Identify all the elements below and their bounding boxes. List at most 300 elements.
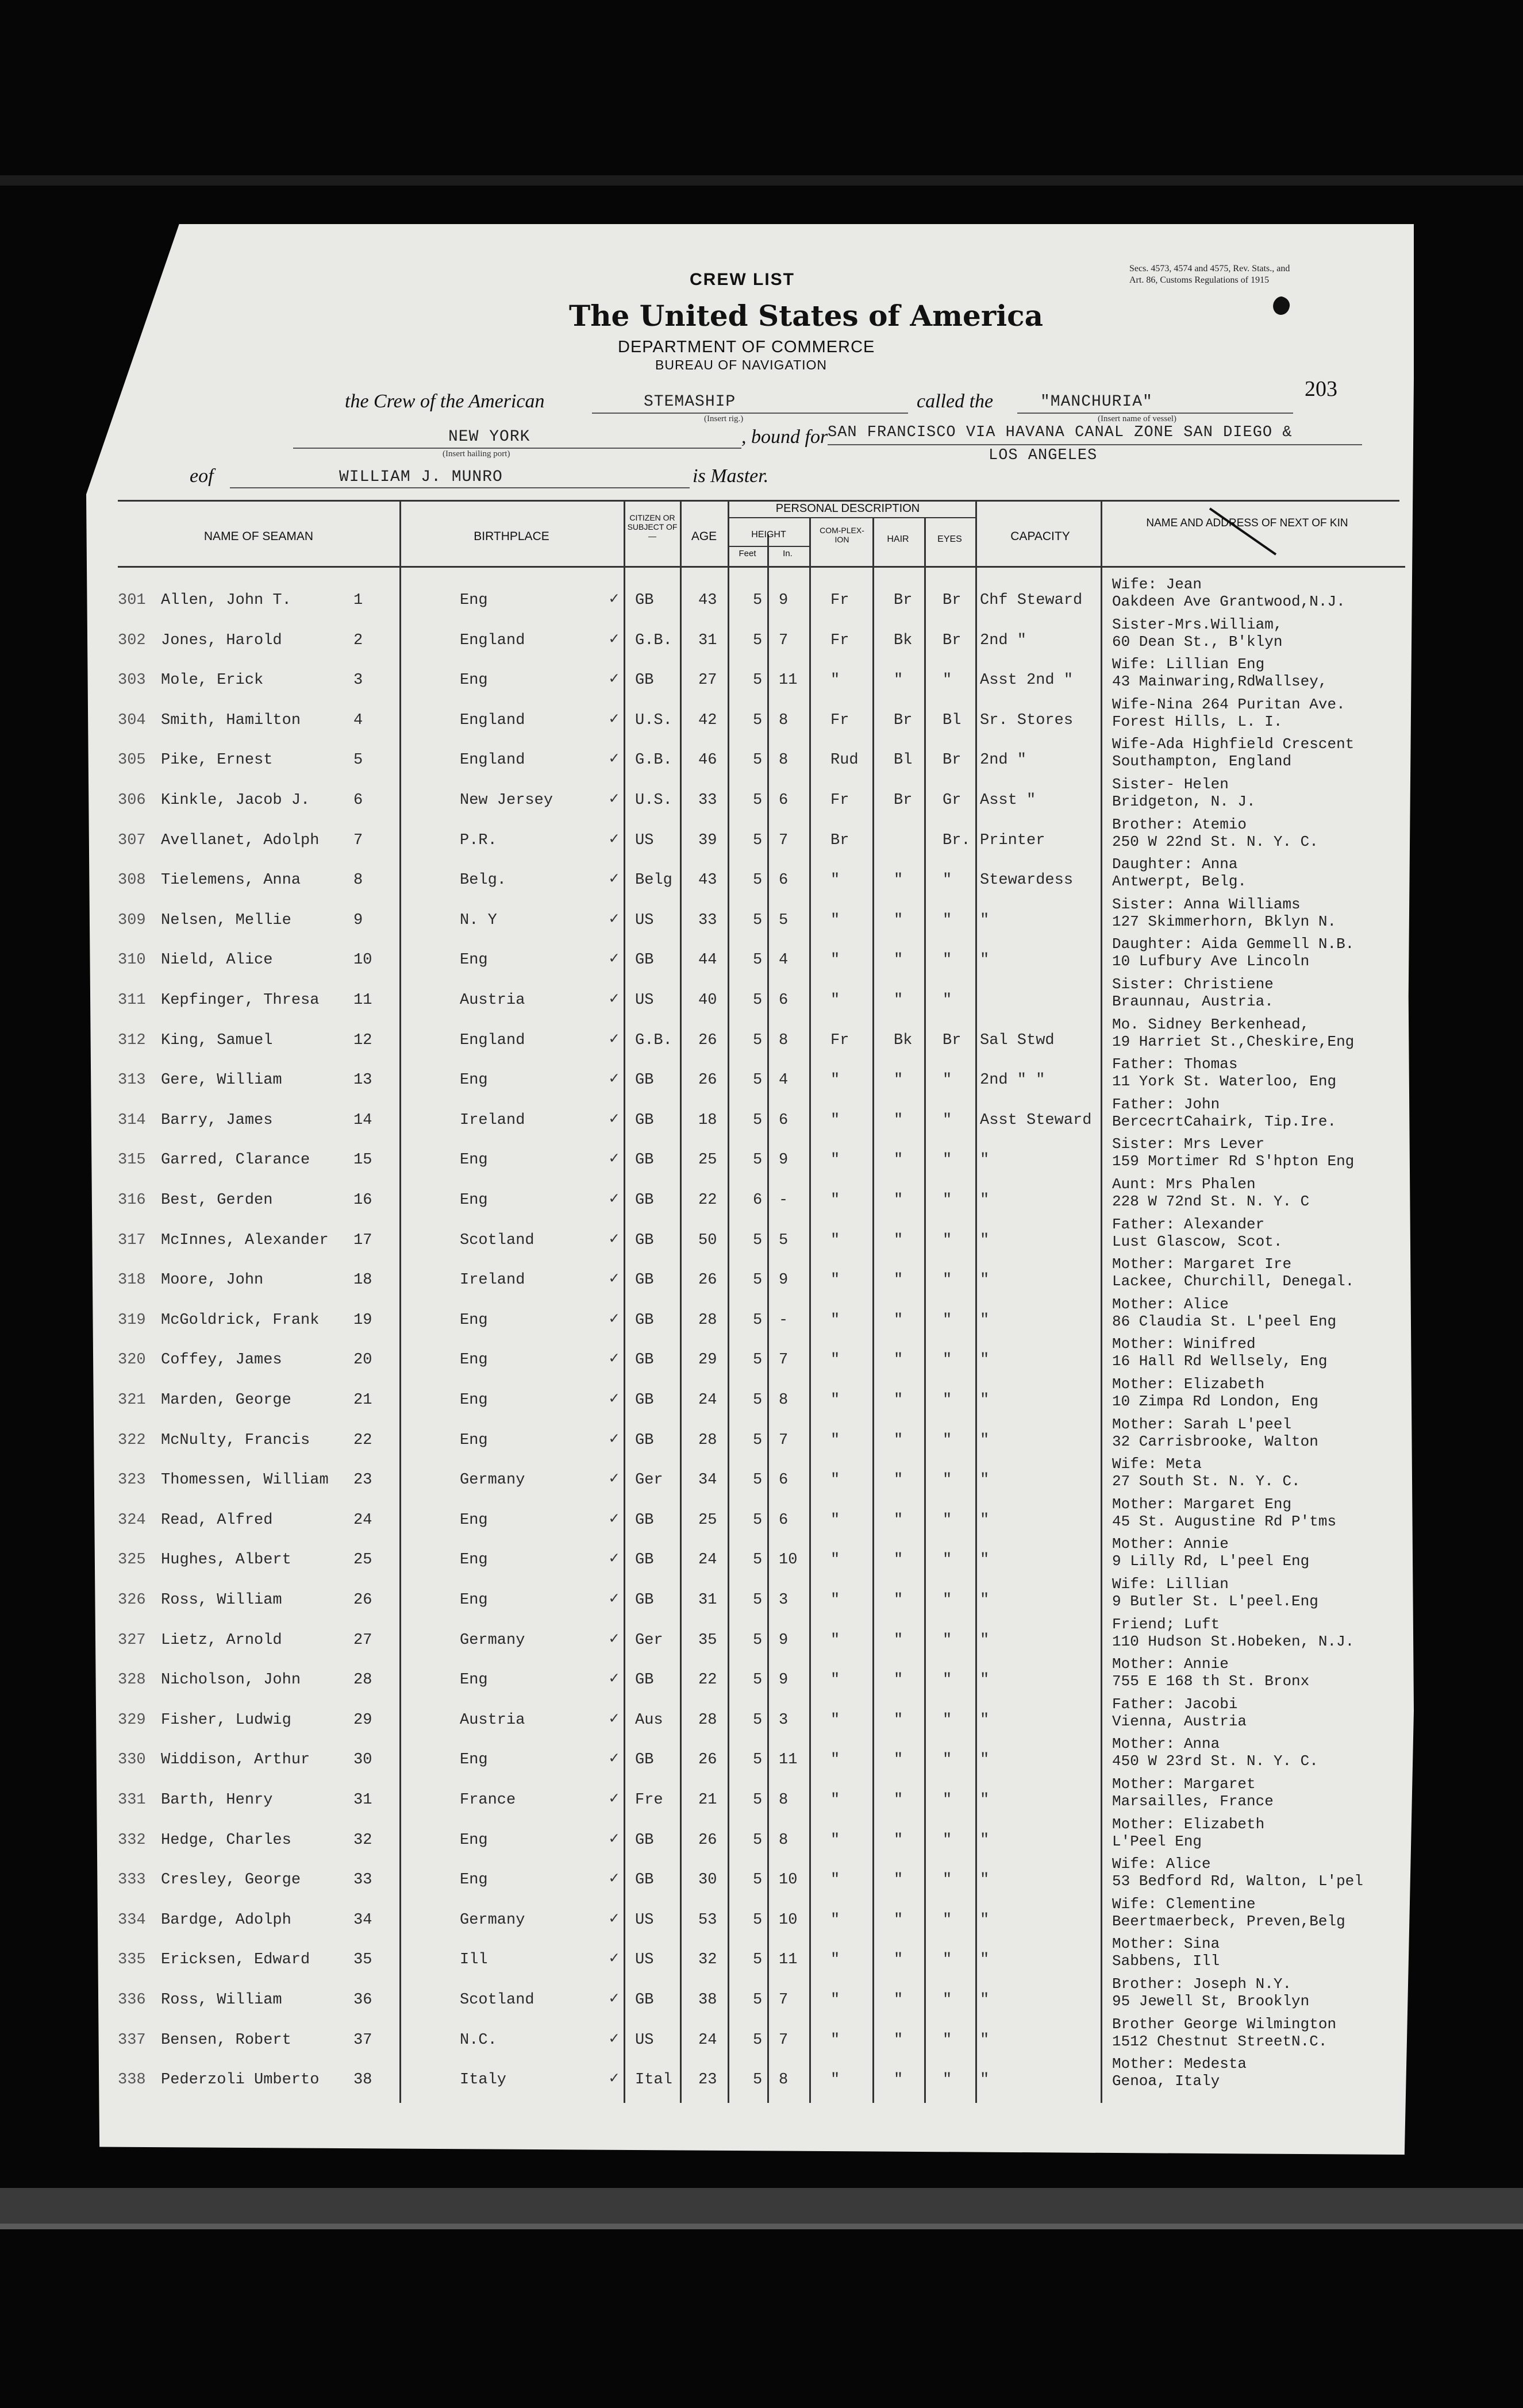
citizenship: GB	[635, 1351, 654, 1369]
age: 33	[698, 911, 717, 929]
complexion: "	[830, 1592, 840, 1609]
hair: "	[894, 1751, 903, 1769]
called-the-label: called the	[917, 391, 994, 412]
table-row	[0, 1415, 1523, 1455]
seaman-name: Smith, Hamilton	[161, 711, 301, 729]
next-of-kin-address: 19 Harriet St.,Cheskire,Eng	[1112, 1032, 1355, 1050]
statute-reference	[1129, 263, 1290, 286]
check-mark-icon: ✓	[609, 671, 619, 689]
eyes: Gr	[943, 792, 962, 809]
birthplace: Eng	[460, 1431, 488, 1449]
birthplace: England	[460, 752, 525, 769]
next-of-kin-address: Sabbens, Ill	[1112, 1952, 1220, 1970]
capacity: 2nd "	[980, 752, 1027, 769]
height-inches: 8	[779, 1031, 789, 1049]
seaman-index: 1	[353, 592, 363, 609]
eyes: Bl	[943, 711, 962, 729]
row-number: 301	[118, 592, 146, 609]
table-row	[0, 1974, 1523, 2014]
age: 42	[698, 711, 717, 729]
next-of-kin-address: 32 Carrisbrooke, Walton	[1112, 1432, 1318, 1450]
citizenship: GB	[635, 1111, 654, 1129]
col-header-personal: PERSONAL DESCRIPTION	[775, 502, 920, 515]
height-feet: 5	[753, 1471, 763, 1489]
height-feet: 5	[753, 1911, 763, 1929]
complexion: "	[830, 1791, 840, 1809]
row-number: 332	[118, 1831, 146, 1849]
check-mark-icon: ✓	[609, 1030, 619, 1049]
check-mark-icon: ✓	[609, 1510, 619, 1528]
hair: Bk	[894, 1031, 913, 1049]
col-header-citizen: CITIZEN OR SUBJECT OF—	[627, 513, 678, 541]
height-inches: 4	[779, 951, 789, 969]
next-of-kin-name: Aunt: Mrs Phalen	[1112, 1176, 1256, 1193]
next-of-kin-name: Daughter: Aida Gemmell N.B.	[1112, 935, 1355, 953]
height-feet: 5	[753, 1231, 763, 1249]
check-mark-icon: ✓	[609, 870, 619, 889]
citizenship: Ital	[635, 2071, 672, 2089]
height-inches: 10	[779, 1871, 798, 1889]
capacity: "	[980, 1671, 990, 1689]
next-of-kin-address: 11 York St. Waterloo, Eng	[1112, 1073, 1337, 1091]
capacity: "	[980, 1911, 990, 1929]
seaman-index: 15	[353, 1151, 372, 1169]
eyes: Br	[943, 752, 962, 769]
seaman-index: 31	[353, 1791, 372, 1809]
table-row	[0, 654, 1523, 695]
check-mark-icon: ✓	[609, 1190, 619, 1208]
seaman-name: Read, Alfred	[161, 1511, 273, 1529]
next-of-kin-address: 95 Jewell St, Brooklyn	[1112, 1993, 1310, 2010]
height-feet: 5	[753, 1751, 763, 1769]
next-of-kin-name: Wife-Nina 264 Puritan Ave.	[1112, 695, 1345, 713]
age: 24	[698, 1551, 717, 1569]
height-feet: 5	[753, 951, 763, 969]
statute-line-2: Art. 86, Customs Regulations of 1915	[1129, 275, 1270, 285]
insert-name-note: (Insert name of vessel)	[1098, 414, 1177, 423]
age: 26	[698, 1272, 717, 1289]
birthplace: Germany	[460, 1631, 525, 1649]
complexion: "	[830, 1111, 840, 1129]
citizenship: US	[635, 992, 654, 1009]
vessel-name: "MANCHURIA"	[1040, 393, 1153, 411]
check-mark-icon: ✓	[609, 1990, 619, 2008]
next-of-kin-name: Mo. Sidney Berkenhead,	[1112, 1015, 1310, 1033]
col-header-age: AGE	[691, 530, 717, 543]
hair: "	[894, 1192, 903, 1209]
citizenship: Aus	[635, 1711, 663, 1729]
check-mark-icon: ✓	[609, 1830, 619, 1848]
next-of-kin-address: Bridgeton, N. J.	[1112, 793, 1256, 810]
age: 26	[698, 1031, 717, 1049]
complexion: "	[830, 1072, 840, 1089]
eyes: "	[943, 1351, 952, 1369]
destination-line-1: SAN FRANCISCO VIA HAVANA CANAL ZONE SAN DIEGO &	[828, 424, 1293, 441]
age: 30	[698, 1871, 717, 1889]
eyes: "	[943, 911, 952, 929]
birthplace: England	[460, 1031, 525, 1049]
seaman-index: 37	[353, 2031, 372, 2049]
destination-line	[828, 444, 1362, 445]
seaman-index: 14	[353, 1111, 372, 1129]
complexion: Fr	[830, 592, 849, 609]
next-of-kin-name: Friend; Luft	[1112, 1615, 1220, 1633]
capacity: "	[980, 1471, 990, 1489]
seaman-index: 3	[353, 672, 363, 689]
eyes: "	[943, 1551, 952, 1569]
row-number: 314	[118, 1111, 146, 1129]
complexion: "	[830, 1951, 840, 1969]
seaman-index: 18	[353, 1272, 372, 1289]
check-mark-icon: ✓	[609, 1630, 619, 1648]
next-of-kin-name: Sister: Christiene	[1112, 976, 1274, 993]
next-of-kin-name: Mother: Elizabeth	[1112, 1376, 1265, 1393]
master-name: WILLIAM J. MUNRO	[339, 468, 503, 486]
height-inches: 11	[779, 1751, 798, 1769]
table-row	[0, 1294, 1523, 1335]
birthplace: Belg.	[460, 872, 507, 889]
seaman-name: McInnes, Alexander	[161, 1231, 329, 1249]
seaman-name: Cresley, George	[161, 1871, 301, 1889]
seaman-index: 28	[353, 1671, 372, 1689]
height-feet: 5	[753, 831, 763, 849]
next-of-kin-address: Lackee, Churchill, Denegal.	[1112, 1273, 1355, 1290]
complexion: "	[830, 2031, 840, 2049]
seaman-name: Pederzoli Umberto	[161, 2071, 320, 2089]
form-title: CREW LIST	[690, 270, 795, 289]
capacity: "	[980, 911, 990, 929]
age: 50	[698, 1231, 717, 1249]
check-mark-icon: ✓	[609, 1750, 619, 1769]
height-feet: 5	[753, 2071, 763, 2089]
capacity: "	[980, 2071, 990, 2089]
eyes: "	[943, 1111, 952, 1129]
birthplace: Italy	[460, 2071, 507, 2089]
citizenship: GB	[635, 1511, 654, 1529]
next-of-kin-address: 1512 Chestnut StreetN.C.	[1112, 2032, 1328, 2050]
next-of-kin-name: Mother: Medesta	[1112, 2055, 1247, 2073]
eyes: "	[943, 872, 952, 889]
hair: "	[894, 1551, 903, 1569]
row-number: 302	[118, 631, 146, 649]
height-inches: 6	[779, 1511, 789, 1529]
bureau-title: BUREAU OF NAVIGATION	[655, 357, 828, 372]
film-edge-bottom	[0, 2188, 1523, 2228]
citizenship: GB	[635, 672, 654, 689]
check-mark-icon: ✓	[609, 1790, 619, 1808]
next-of-kin-address: 450 W 23rd St. N. Y. C.	[1112, 1752, 1318, 1770]
vessel-type-line	[592, 413, 908, 414]
complexion: "	[830, 1631, 840, 1649]
birthplace: Eng	[460, 1151, 488, 1169]
eyes: "	[943, 1951, 952, 1969]
check-mark-icon: ✓	[609, 1870, 619, 1889]
row-number: 303	[118, 672, 146, 689]
film-edge-top	[0, 175, 1523, 186]
hair: "	[894, 1072, 903, 1089]
row-number: 325	[118, 1551, 146, 1569]
complexion: Fr	[830, 1031, 849, 1049]
height-inches: 7	[779, 831, 789, 849]
complexion: "	[830, 1751, 840, 1769]
height-inches: 7	[779, 2031, 789, 2049]
row-number: 335	[118, 1951, 146, 1969]
capacity: "	[980, 1991, 990, 2009]
citizenship: GB	[635, 1072, 654, 1089]
check-mark-icon: ✓	[609, 591, 619, 608]
birthplace: Eng	[460, 1751, 488, 1769]
check-mark-icon: ✓	[609, 630, 619, 649]
next-of-kin-address: 16 Hall Rd Wellsely, Eng	[1112, 1353, 1328, 1370]
capacity: "	[980, 1551, 990, 1569]
citizenship: GB	[635, 1192, 654, 1209]
seaman-name: Nelsen, Mellie	[161, 911, 291, 929]
next-of-kin-name: Mother: Sina	[1112, 1935, 1220, 1953]
next-of-kin-name: Sister-Mrs.William,	[1112, 615, 1283, 633]
seaman-name: Ericksen, Edward	[161, 1951, 310, 1969]
age: 18	[698, 1111, 717, 1129]
age: 29	[698, 1351, 717, 1369]
check-mark-icon: ✓	[609, 1950, 619, 1968]
birthplace: Eng	[460, 1671, 488, 1689]
height-feet: 5	[753, 1351, 763, 1369]
height-feet: 5	[753, 911, 763, 929]
capacity: Asst Steward	[980, 1111, 1092, 1129]
eyes: Br	[943, 592, 962, 609]
table-row	[0, 1254, 1523, 1294]
height-inches: 11	[779, 1951, 798, 1969]
eyes: "	[943, 1711, 952, 1729]
next-of-kin-address: 45 St. Augustine Rd P'tms	[1112, 1512, 1337, 1530]
table-row	[0, 934, 1523, 974]
age: 24	[698, 1392, 717, 1409]
row-number: 334	[118, 1911, 146, 1929]
citizenship: GB	[635, 1831, 654, 1849]
complexion: "	[830, 872, 840, 889]
next-of-kin-address: 110 Hudson St.Hobeken, N.J.	[1112, 1632, 1355, 1650]
height-inches: 9	[779, 1272, 789, 1289]
table-header-rule	[118, 566, 1405, 568]
eyes: "	[943, 1311, 952, 1329]
citizenship: U.S.	[635, 792, 672, 809]
table-top-rule	[118, 500, 1399, 502]
check-mark-icon: ✓	[609, 2030, 619, 2048]
table-row	[0, 895, 1523, 935]
birthplace: Eng	[460, 1351, 488, 1369]
check-mark-icon: ✓	[609, 1710, 619, 1728]
height-inches: 7	[779, 631, 789, 649]
eyes: "	[943, 672, 952, 689]
next-of-kin-address: 10 Zimpa Rd London, Eng	[1112, 1393, 1318, 1410]
eyes: "	[943, 1911, 952, 1929]
height-inches: 8	[779, 2071, 789, 2089]
col-header-height: HEIGHT	[751, 530, 786, 540]
seaman-name: Pike, Ernest	[161, 752, 273, 769]
height-inches: -	[779, 1192, 789, 1209]
col-header-name: NAME OF SEAMAN	[203, 530, 314, 543]
complexion: "	[830, 1471, 840, 1489]
complexion: "	[830, 1871, 840, 1889]
hair: "	[894, 1151, 903, 1169]
hair: "	[894, 1871, 903, 1889]
next-of-kin-name: Wife: Jean	[1112, 576, 1202, 593]
height-inches: 4	[779, 1072, 789, 1089]
row-number: 323	[118, 1471, 146, 1489]
complexion: "	[830, 1551, 840, 1569]
age: 31	[698, 631, 717, 649]
birthplace: Eng	[460, 1871, 488, 1889]
next-of-kin-name: Wife: Clementine	[1112, 1895, 1256, 1913]
department-title: DEPARTMENT OF COMMERCE	[618, 338, 875, 356]
row-number: 312	[118, 1031, 146, 1049]
birthplace: N. Y	[460, 911, 497, 929]
eyes: "	[943, 1671, 952, 1689]
seaman-name: McGoldrick, Frank	[161, 1311, 320, 1329]
capacity: Printer	[980, 831, 1045, 849]
citizenship: GB	[635, 1231, 654, 1249]
check-mark-icon: ✓	[609, 1590, 619, 1608]
next-of-kin-address: 60 Dean St., B'klyn	[1112, 633, 1283, 650]
row-number: 319	[118, 1311, 146, 1329]
row-number: 330	[118, 1751, 146, 1769]
height-feet: 5	[753, 1111, 763, 1129]
eyes: "	[943, 1471, 952, 1489]
seaman-index: 38	[353, 2071, 372, 2089]
capacity: "	[980, 1151, 990, 1169]
complexion: "	[830, 1311, 840, 1329]
height-feet: 5	[753, 1511, 763, 1529]
complexion: Fr	[830, 711, 849, 729]
height-inches: 8	[779, 711, 789, 729]
age: 32	[698, 1951, 717, 1969]
nation-title: The United States of America	[569, 299, 1044, 333]
height-feet: 5	[753, 711, 763, 729]
next-of-kin-address: 86 Claudia St. L'peel Eng	[1112, 1312, 1337, 1330]
check-mark-icon: ✓	[609, 910, 619, 928]
seaman-index: 5	[353, 752, 363, 769]
next-of-kin-name: Father: Thomas	[1112, 1055, 1238, 1073]
complexion: "	[830, 911, 840, 929]
age: 23	[698, 2071, 717, 2089]
complexion: Fr	[830, 792, 849, 809]
height-feet: 5	[753, 752, 763, 769]
height-feet: 5	[753, 1151, 763, 1169]
hair: "	[894, 951, 903, 969]
age: 43	[698, 872, 717, 889]
citizenship: GB	[635, 1151, 654, 1169]
height-feet: 5	[753, 1791, 763, 1809]
next-of-kin-address: 9 Butler St. L'peel.Eng	[1112, 1593, 1318, 1610]
table-row	[0, 1894, 1523, 1935]
table-row	[0, 1654, 1523, 1694]
seaman-name: Barth, Henry	[161, 1791, 273, 1809]
seaman-name: Garred, Clarance	[161, 1151, 310, 1169]
birthplace: N.C.	[460, 2031, 497, 2049]
next-of-kin-name: Mother: Margaret	[1112, 1775, 1256, 1793]
table-row	[0, 1734, 1523, 1774]
hair: "	[894, 1392, 903, 1409]
citizenship: GB	[635, 592, 654, 609]
age: 21	[698, 1791, 717, 1809]
eyes: "	[943, 2071, 952, 2089]
age: 22	[698, 1192, 717, 1209]
next-of-kin-address: 159 Mortimer Rd S'hpton Eng	[1112, 1153, 1355, 1170]
complexion: "	[830, 1511, 840, 1529]
citizenship: US	[635, 2031, 654, 2049]
eyes: "	[943, 1192, 952, 1209]
next-of-kin-address: 228 W 72nd St. N. Y. C	[1112, 1193, 1310, 1210]
capacity: "	[980, 1831, 990, 1849]
col-header-feet: Feet	[739, 549, 756, 558]
hair: "	[894, 872, 903, 889]
check-mark-icon: ✓	[609, 750, 619, 769]
complexion: Br	[830, 831, 849, 849]
next-of-kin-name: Father: John	[1112, 1095, 1220, 1113]
height-feet: 5	[753, 1991, 763, 2009]
capacity: "	[980, 1392, 990, 1409]
whereof-label: eof	[190, 465, 214, 487]
row-number: 310	[118, 951, 146, 969]
seaman-name: Gere, William	[161, 1072, 282, 1089]
next-of-kin-name: Brother George Wilmington	[1112, 2015, 1337, 2033]
capacity: "	[980, 1791, 990, 1809]
table-row	[0, 734, 1523, 775]
page-number: 203	[1305, 377, 1337, 401]
seaman-index: 36	[353, 1991, 372, 2009]
table-row	[0, 1774, 1523, 1814]
table-row	[0, 775, 1523, 815]
hair: "	[894, 1111, 903, 1129]
height-inches: 10	[779, 1551, 798, 1569]
row-number: 317	[118, 1231, 146, 1249]
seaman-name: Ross, William	[161, 1991, 282, 2009]
citizenship: GB	[635, 1431, 654, 1449]
check-mark-icon: ✓	[609, 1350, 619, 1369]
seaman-index: 29	[353, 1711, 372, 1729]
capacity: Stewardess	[980, 872, 1074, 889]
seaman-index: 21	[353, 1392, 372, 1409]
capacity: "	[980, 1592, 990, 1609]
next-of-kin-name: Sister- Helen	[1112, 776, 1229, 793]
eyes: "	[943, 1751, 952, 1769]
seaman-index: 32	[353, 1831, 372, 1849]
birthplace: Eng	[460, 1551, 488, 1569]
next-of-kin-name: Mother: Winifred	[1112, 1335, 1256, 1353]
seaman-index: 2	[353, 631, 363, 649]
master-name-line	[230, 487, 690, 488]
height-inches: 9	[779, 592, 789, 609]
next-of-kin-name: Wife: Lillian	[1112, 1575, 1229, 1593]
height-inches: 9	[779, 1671, 789, 1689]
birthplace: England	[460, 711, 525, 729]
height-feet: 5	[753, 1551, 763, 1569]
citizenship: Fre	[635, 1791, 663, 1809]
table-row	[0, 974, 1523, 1015]
height-inches: 9	[779, 1631, 789, 1649]
row-number: 336	[118, 1991, 146, 2009]
birthplace: Eng	[460, 1311, 488, 1329]
age: 28	[698, 1711, 717, 1729]
height-inches: 6	[779, 792, 789, 809]
seaman-name: Marden, George	[161, 1392, 291, 1409]
height-feet: 5	[753, 1671, 763, 1689]
next-of-kin-name: Mother: Margaret Eng	[1112, 1495, 1292, 1513]
check-mark-icon: ✓	[609, 1470, 619, 1489]
height-feet: 5	[753, 872, 763, 889]
seaman-name: Widdison, Arthur	[161, 1751, 310, 1769]
next-of-kin-name: Sister: Anna Williams	[1112, 895, 1301, 913]
bound-for-label: , bound for	[741, 426, 828, 448]
